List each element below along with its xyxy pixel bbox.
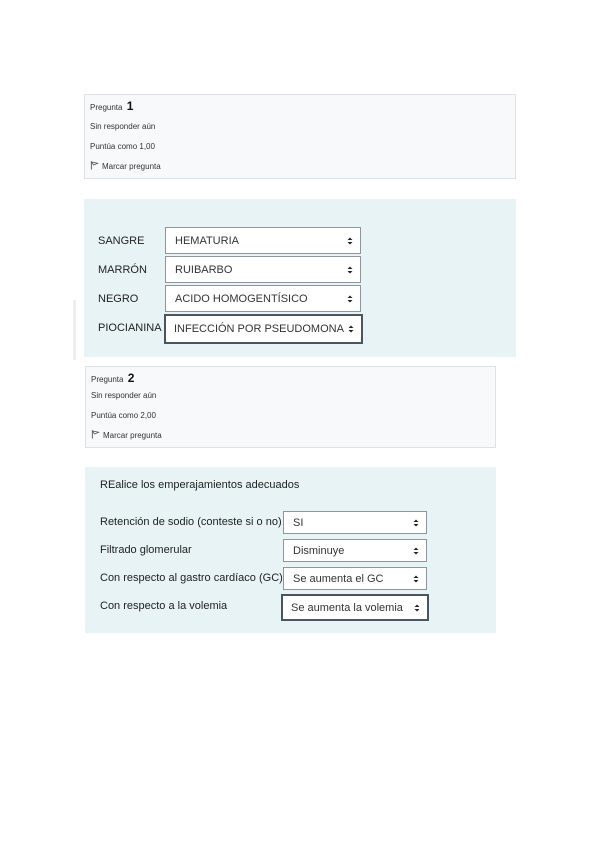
match-term-1: SANGRE [98,235,145,247]
question-score: Puntúa como 2,00 [91,411,156,420]
match-term-3: NEGRO [98,293,139,305]
question-status: Sin responder aún [90,122,156,131]
question-1-info [84,94,516,179]
match-select-3[interactable] [165,285,361,312]
match-term-5: Retención de sodio (conteste si o no) [100,516,282,528]
select-arrows-icon [413,518,419,527]
flag-icon [90,161,99,170]
match-select-5[interactable] [283,511,427,534]
match-select-value: Se aumenta el GC [293,572,384,585]
select-arrows-icon [414,603,420,612]
match-term-6: Filtrado glomerular [100,544,192,556]
match-select-6[interactable] [283,539,427,562]
flag-icon [91,430,100,439]
match-term-8: Con respecto a la volemia [100,600,228,612]
select-arrows-icon [347,236,353,245]
flag-question-label: Marcar pregunta [103,431,162,440]
match-term-7: Con respecto al gastro cardíaco (GC) [100,572,283,584]
question-label: Pregunta [91,375,124,384]
question-score: Puntúa como 1,00 [90,142,155,151]
match-select-value: INFECCIÓN POR PSEUDOMONA [174,323,344,335]
question-status: Sin responder aún [91,391,157,400]
question-number: 1 [126,99,134,113]
match-select-7[interactable] [283,567,427,590]
select-arrows-icon [347,265,353,274]
match-select-1[interactable] [165,227,361,254]
select-arrows-icon [413,546,419,555]
match-term-2: MARRÓN [98,264,147,276]
select-arrows-icon [413,574,419,583]
question-2-info [85,366,496,448]
match-select-value: ACIDO HOMOGENTÍSICO [175,292,308,305]
match-select-value: Disminuye [293,544,345,557]
select-arrows-icon [348,325,354,334]
match-select-8[interactable] [281,594,429,621]
match-select-value: HEMATURIA [175,234,239,247]
question-2-header [91,371,134,385]
side-divider [73,300,76,360]
question-2-prompt: REalice los emperajamientos adecuados [100,479,300,491]
flag-question-label: Marcar pregunta [102,162,161,171]
question-1-header [90,99,133,113]
flag-question-link[interactable] [91,430,162,440]
flag-question-link[interactable] [90,161,161,171]
question-number: 2 [127,371,135,385]
select-arrows-icon [347,294,353,303]
match-select-value: RUIBARBO [175,263,233,276]
match-select-value: SI [293,516,304,529]
match-select-2[interactable] [165,256,361,283]
question-label: Pregunta [90,103,123,112]
match-term-4: PIOCIANINA [98,322,162,334]
match-select-4[interactable] [164,314,363,344]
match-select-value: Se aumenta la volemia [291,601,403,614]
